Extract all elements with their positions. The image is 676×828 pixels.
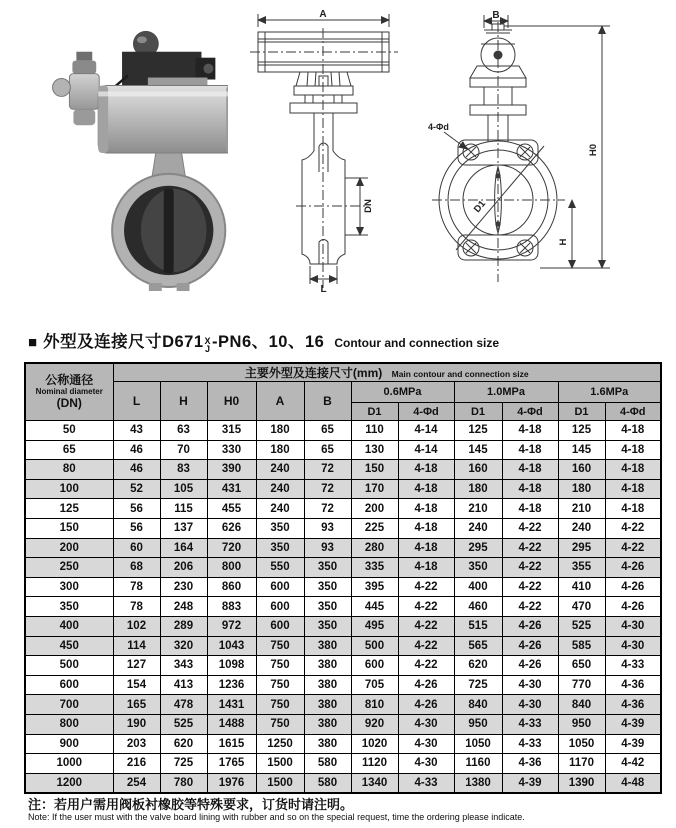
- cell-value: 1098: [207, 656, 256, 676]
- cell-value: 725: [160, 754, 207, 774]
- cell-value: 295: [558, 538, 605, 558]
- header-nominal-diameter: [25, 363, 113, 421]
- cell-value: 1160: [454, 754, 502, 774]
- cell-value: 68: [113, 558, 160, 578]
- cell-value: 1765: [207, 754, 256, 774]
- cell-value: 380: [304, 695, 351, 715]
- cell-value: 4-22: [398, 616, 454, 636]
- section-title: [28, 328, 499, 353]
- cell-value: 295: [454, 538, 502, 558]
- cell-value: 810: [351, 695, 398, 715]
- cell-value: 102: [113, 616, 160, 636]
- cell-value: 93: [304, 538, 351, 558]
- cell-value: 72: [304, 460, 351, 480]
- cell-value: 1976: [207, 773, 256, 793]
- cell-value: 4-22: [502, 538, 558, 558]
- cell-value: 860: [207, 577, 256, 597]
- section-title-cn: [43, 328, 324, 353]
- cell-value: 395: [351, 577, 398, 597]
- cell-value: 83: [160, 460, 207, 480]
- cell-value: 4-18: [502, 499, 558, 519]
- table-row: [25, 773, 661, 793]
- cell-value: 203: [113, 734, 160, 754]
- cell-value: 200: [351, 499, 398, 519]
- cell-value: 180: [256, 421, 304, 441]
- cell-value: 600: [351, 656, 398, 676]
- cell-value: 883: [207, 597, 256, 617]
- cell-value: 206: [160, 558, 207, 578]
- cell-value: 180: [256, 440, 304, 460]
- cell-value: 495: [351, 616, 398, 636]
- cell-value: 4-22: [398, 597, 454, 617]
- cell-value: 93: [304, 518, 351, 538]
- cell-value: 460: [454, 597, 502, 617]
- cell-value: 46: [113, 460, 160, 480]
- table-row: [25, 440, 661, 460]
- table-row: [25, 636, 661, 656]
- product-photo: [28, 14, 228, 292]
- cell-value: 750: [256, 714, 304, 734]
- cell-value: 130: [351, 440, 398, 460]
- cell-value: 580: [304, 754, 351, 774]
- cell-dn: 400: [25, 616, 113, 636]
- cell-value: 343: [160, 656, 207, 676]
- cell-value: 4-18: [398, 558, 454, 578]
- cell-value: 4-18: [398, 499, 454, 519]
- cell-value: 240: [558, 518, 605, 538]
- cell-value: 350: [256, 518, 304, 538]
- cell-value: 335: [351, 558, 398, 578]
- cell-value: 4-30: [398, 754, 454, 774]
- cell-value: 455: [207, 499, 256, 519]
- cell-value: 78: [113, 597, 160, 617]
- footnote-cn: 注：若用户需用阀板衬橡胶等特殊要求，订货时请注明。: [28, 797, 354, 812]
- cell-value: 350: [454, 558, 502, 578]
- header-b: B: [304, 382, 351, 421]
- cell-value: 180: [558, 479, 605, 499]
- cell-value: 4-18: [502, 479, 558, 499]
- cell-value: 180: [454, 479, 502, 499]
- cell-value: 145: [558, 440, 605, 460]
- table-row: [25, 460, 661, 480]
- cell-value: 1250: [256, 734, 304, 754]
- cell-value: 1390: [558, 773, 605, 793]
- header-pressure-16: 1.6MPa: [558, 382, 661, 403]
- cell-value: 4-26: [605, 597, 661, 617]
- cell-value: 400: [454, 577, 502, 597]
- cell-value: 750: [256, 695, 304, 715]
- dim-label-l: L: [320, 284, 327, 294]
- cell-value: 600: [256, 577, 304, 597]
- cell-value: 720: [207, 538, 256, 558]
- cell-value: 4-22: [605, 538, 661, 558]
- cell-value: 289: [160, 616, 207, 636]
- cell-value: 78: [113, 577, 160, 597]
- cell-value: 380: [304, 656, 351, 676]
- cell-value: 330: [207, 440, 256, 460]
- cell-value: 4-33: [502, 714, 558, 734]
- cell-value: 705: [351, 675, 398, 695]
- dim-label-a: A: [319, 10, 327, 20]
- cell-value: 4-39: [502, 773, 558, 793]
- cell-value: 4-18: [605, 460, 661, 480]
- cell-value: 1488: [207, 714, 256, 734]
- table-row: [25, 754, 661, 774]
- cell-value: 600: [256, 616, 304, 636]
- cell-value: 920: [351, 714, 398, 734]
- model-variant-bottom: J: [205, 343, 211, 354]
- cell-value: 240: [256, 479, 304, 499]
- cell-value: 254: [113, 773, 160, 793]
- cell-value: 4-33: [398, 773, 454, 793]
- cell-value: 125: [558, 421, 605, 441]
- cell-value: 46: [113, 440, 160, 460]
- header-h: H: [160, 382, 207, 421]
- header-a: A: [256, 382, 304, 421]
- cell-value: 210: [454, 499, 502, 519]
- header-nominal-unit: (DN): [56, 395, 82, 410]
- cell-value: 515: [454, 616, 502, 636]
- actuator-illustration: [98, 78, 228, 153]
- cell-value: 4-26: [502, 656, 558, 676]
- cell-value: 950: [558, 714, 605, 734]
- cell-value: 4-22: [398, 636, 454, 656]
- dim-label-h0: H0: [588, 143, 599, 157]
- cell-value: 380: [304, 636, 351, 656]
- cell-value: 4-22: [502, 597, 558, 617]
- cell-dn: 250: [25, 558, 113, 578]
- valve-body-illustration: [112, 153, 225, 291]
- cell-value: 150: [351, 460, 398, 480]
- cell-value: 315: [207, 421, 256, 441]
- cell-value: 4-48: [605, 773, 661, 793]
- cell-value: 170: [351, 479, 398, 499]
- cell-value: 4-22: [502, 558, 558, 578]
- cell-value: 650: [558, 656, 605, 676]
- cell-value: 1340: [351, 773, 398, 793]
- cell-value: 154: [113, 675, 160, 695]
- header-d1-06: D1: [351, 403, 398, 421]
- header-nominal-cn: 公称通径: [45, 372, 94, 387]
- cell-dn: 1000: [25, 754, 113, 774]
- cell-value: 565: [454, 636, 502, 656]
- cell-value: 4-26: [502, 636, 558, 656]
- cell-value: 4-39: [605, 714, 661, 734]
- cell-dn: 350: [25, 597, 113, 617]
- header-l: L: [113, 382, 160, 421]
- header-d1-16: D1: [558, 403, 605, 421]
- cell-dn: 1200: [25, 773, 113, 793]
- footnote-en: Note: If the user must with the valve board lining with rubber and so on the special request, time the ordering please indicate.: [28, 812, 525, 822]
- cell-value: 4-42: [605, 754, 661, 774]
- table-body: [25, 421, 661, 794]
- cell-value: 4-18: [605, 421, 661, 441]
- cell-value: 470: [558, 597, 605, 617]
- cell-value: 4-36: [605, 675, 661, 695]
- cell-value: 626: [207, 518, 256, 538]
- header-h0: H0: [207, 382, 256, 421]
- cell-value: 160: [454, 460, 502, 480]
- cell-value: 350: [304, 597, 351, 617]
- table-row: [25, 734, 661, 754]
- cell-value: 110: [351, 421, 398, 441]
- cell-value: 350: [304, 616, 351, 636]
- cell-value: 620: [454, 656, 502, 676]
- cell-value: 4-22: [502, 577, 558, 597]
- table-row: [25, 656, 661, 676]
- cell-value: 145: [454, 440, 502, 460]
- table-row: [25, 558, 661, 578]
- cell-value: 840: [558, 695, 605, 715]
- front-view-drawing: [420, 10, 625, 294]
- cell-value: 4-30: [398, 734, 454, 754]
- cell-value: 500: [351, 636, 398, 656]
- cell-dn: 200: [25, 538, 113, 558]
- table-row: [25, 479, 661, 499]
- cell-value: 4-26: [398, 695, 454, 715]
- cell-value: 750: [256, 656, 304, 676]
- cell-value: 4-36: [605, 695, 661, 715]
- cell-value: 56: [113, 499, 160, 519]
- cell-value: 210: [558, 499, 605, 519]
- cell-value: 63: [160, 421, 207, 441]
- cell-value: 750: [256, 636, 304, 656]
- cell-value: 105: [160, 479, 207, 499]
- cell-value: 127: [113, 656, 160, 676]
- cell-value: 240: [256, 460, 304, 480]
- cell-value: 72: [304, 499, 351, 519]
- table-row: [25, 538, 661, 558]
- cell-value: 972: [207, 616, 256, 636]
- cell-value: 4-30: [605, 636, 661, 656]
- cell-value: 4-30: [605, 616, 661, 636]
- cell-value: 248: [160, 597, 207, 617]
- header-main: [113, 363, 661, 382]
- cell-value: 4-26: [605, 577, 661, 597]
- cell-value: 4-36: [502, 754, 558, 774]
- cell-value: 4-18: [605, 479, 661, 499]
- cell-value: 4-18: [398, 518, 454, 538]
- cell-value: 585: [558, 636, 605, 656]
- cell-value: 230: [160, 577, 207, 597]
- cell-value: 1170: [558, 754, 605, 774]
- cell-value: 164: [160, 538, 207, 558]
- dim-label-b: B: [492, 10, 500, 21]
- header-nominal-en: Nominal diameter: [35, 387, 103, 397]
- cell-value: 320: [160, 636, 207, 656]
- cell-value: 580: [304, 773, 351, 793]
- cell-value: 950: [454, 714, 502, 734]
- cell-dn: 150: [25, 518, 113, 538]
- cell-value: 550: [256, 558, 304, 578]
- cell-value: 4-18: [605, 440, 661, 460]
- cell-value: 4-30: [502, 675, 558, 695]
- table-row: [25, 616, 661, 636]
- cell-dn: 125: [25, 499, 113, 519]
- table-row: [25, 421, 661, 441]
- cell-value: 1050: [454, 734, 502, 754]
- title-cn-suffix: -PN6、10、16: [212, 333, 325, 351]
- cell-value: 4-33: [502, 734, 558, 754]
- cell-value: 43: [113, 421, 160, 441]
- section-title-en: Contour and connection size: [334, 336, 500, 350]
- dimension-table: [24, 362, 662, 794]
- cell-value: 1431: [207, 695, 256, 715]
- cell-value: 4-18: [398, 460, 454, 480]
- cell-value: 380: [304, 734, 351, 754]
- cell-value: 4-18: [605, 499, 661, 519]
- filter-regulator-illustration: [53, 52, 100, 125]
- cell-value: 4-14: [398, 421, 454, 441]
- cell-dn: 700: [25, 695, 113, 715]
- cell-value: 1236: [207, 675, 256, 695]
- cell-dn: 65: [25, 440, 113, 460]
- header-d1-10: D1: [454, 403, 502, 421]
- table-row: [25, 597, 661, 617]
- cell-value: 137: [160, 518, 207, 538]
- cell-value: 413: [160, 675, 207, 695]
- cell-dn: 500: [25, 656, 113, 676]
- cell-value: 125: [454, 421, 502, 441]
- table-row: [25, 675, 661, 695]
- dim-label-dn: DN: [363, 199, 374, 213]
- cell-value: 72: [304, 479, 351, 499]
- cell-value: 350: [304, 558, 351, 578]
- cell-value: 380: [304, 675, 351, 695]
- header-pressure-10: 1.0MPa: [454, 382, 558, 403]
- table-row: [25, 695, 661, 715]
- cell-value: 840: [454, 695, 502, 715]
- cell-value: 750: [256, 675, 304, 695]
- header-main-cn: 主要外型及连接尺寸(mm): [244, 366, 383, 380]
- cell-value: 525: [160, 714, 207, 734]
- cell-value: 800: [207, 558, 256, 578]
- header-pressure-06: 0.6MPa: [351, 382, 454, 403]
- cell-value: 4-14: [398, 440, 454, 460]
- cell-value: 160: [558, 460, 605, 480]
- cell-value: 4-22: [398, 656, 454, 676]
- cell-value: 350: [304, 577, 351, 597]
- cell-value: 114: [113, 636, 160, 656]
- cell-value: 65: [304, 421, 351, 441]
- cell-value: 1050: [558, 734, 605, 754]
- table-row: [25, 518, 661, 538]
- cell-value: 225: [351, 518, 398, 538]
- cell-value: 4-22: [605, 518, 661, 538]
- side-view-drawing: [238, 10, 410, 294]
- cell-value: 1380: [454, 773, 502, 793]
- cell-value: 240: [454, 518, 502, 538]
- cell-dn: 100: [25, 479, 113, 499]
- cell-dn: 800: [25, 714, 113, 734]
- cell-dn: 80: [25, 460, 113, 480]
- table-row: [25, 577, 661, 597]
- cell-value: 770: [558, 675, 605, 695]
- cell-value: 4-26: [398, 675, 454, 695]
- cell-value: 380: [304, 714, 351, 734]
- cell-value: 478: [160, 695, 207, 715]
- cell-value: 56: [113, 518, 160, 538]
- cell-value: 725: [454, 675, 502, 695]
- cell-value: 52: [113, 479, 160, 499]
- cell-value: 600: [256, 597, 304, 617]
- cell-value: 216: [113, 754, 160, 774]
- cell-value: 4-33: [605, 656, 661, 676]
- cell-value: 4-26: [605, 558, 661, 578]
- cell-value: 60: [113, 538, 160, 558]
- cell-value: 4-26: [502, 616, 558, 636]
- cell-value: 1500: [256, 773, 304, 793]
- cell-dn: 50: [25, 421, 113, 441]
- cell-value: 4-39: [605, 734, 661, 754]
- cell-value: 4-30: [502, 695, 558, 715]
- model-variant-stack: [205, 338, 212, 353]
- dim-label-bolt-holes: 4-Φd: [428, 122, 449, 132]
- cell-value: 525: [558, 616, 605, 636]
- header-phid-06: 4-Φd: [398, 403, 454, 421]
- cell-value: 4-22: [398, 577, 454, 597]
- cell-value: 1020: [351, 734, 398, 754]
- cell-value: 431: [207, 479, 256, 499]
- cell-value: 4-18: [398, 479, 454, 499]
- cell-value: 165: [113, 695, 160, 715]
- cell-value: 4-18: [502, 421, 558, 441]
- cell-value: 190: [113, 714, 160, 734]
- cell-value: 65: [304, 440, 351, 460]
- cell-value: 390: [207, 460, 256, 480]
- cell-dn: 300: [25, 577, 113, 597]
- dim-label-h: H: [558, 238, 569, 246]
- model-variant-top: X: [204, 336, 212, 346]
- cell-dn: 600: [25, 675, 113, 695]
- section-bullet: ■: [28, 334, 38, 351]
- table-row: [25, 499, 661, 519]
- cell-value: 1615: [207, 734, 256, 754]
- cell-dn: 900: [25, 734, 113, 754]
- footnote: [28, 798, 525, 823]
- header-phid-16: 4-Φd: [605, 403, 661, 421]
- cell-value: 4-18: [502, 460, 558, 480]
- header-main-en: Main contour and connection size: [391, 369, 529, 379]
- cell-value: 4-18: [502, 440, 558, 460]
- cell-value: 240: [256, 499, 304, 519]
- cell-value: 280: [351, 538, 398, 558]
- cell-value: 70: [160, 440, 207, 460]
- cell-value: 115: [160, 499, 207, 519]
- cell-value: 4-22: [502, 518, 558, 538]
- cell-value: 1500: [256, 754, 304, 774]
- cell-value: 410: [558, 577, 605, 597]
- cell-value: 1043: [207, 636, 256, 656]
- dim-label-d1: D1: [471, 198, 489, 215]
- cell-value: 780: [160, 773, 207, 793]
- table-row: [25, 714, 661, 734]
- cell-value: 445: [351, 597, 398, 617]
- cell-value: 1120: [351, 754, 398, 774]
- cell-value: 350: [256, 538, 304, 558]
- cell-value: 4-18: [398, 538, 454, 558]
- cell-dn: 450: [25, 636, 113, 656]
- cell-value: 4-30: [398, 714, 454, 734]
- cell-value: 620: [160, 734, 207, 754]
- title-cn-prefix: 外型及连接尺寸D671: [43, 333, 204, 351]
- header-phid-10: 4-Φd: [502, 403, 558, 421]
- cell-value: 355: [558, 558, 605, 578]
